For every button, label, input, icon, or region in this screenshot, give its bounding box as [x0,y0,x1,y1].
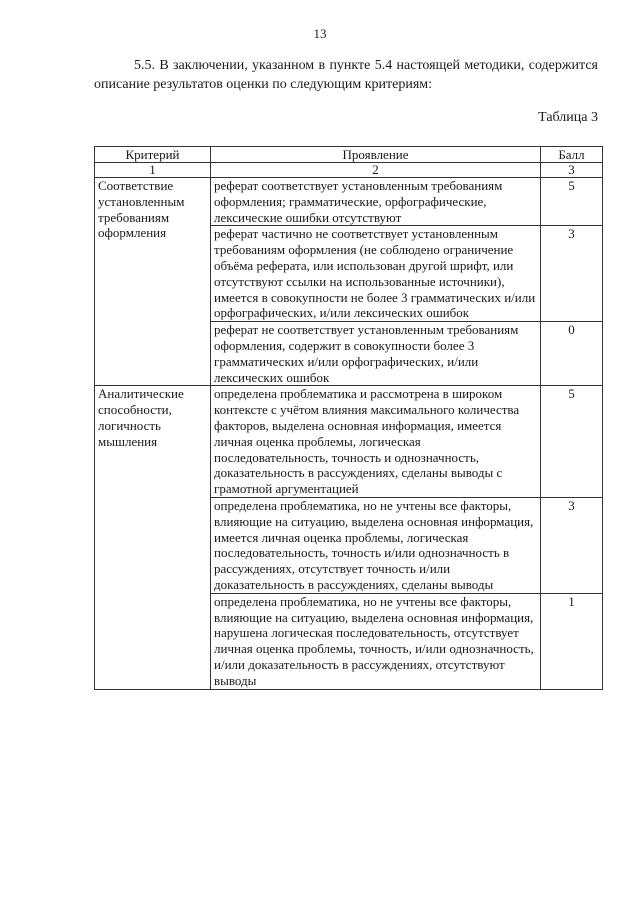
manifestation-cell: реферат не соответствует установленным требованиям оформления, содержит в совокупности более 3 грамматических и/или орфографических, и/или лексических ошибок [211,322,541,386]
score-cell: 3 [541,226,603,322]
table-caption: Таблица 3 [538,110,598,125]
header-criterion: Критерий [95,147,211,163]
column-number-row [95,163,603,178]
manifestation-cell: определена проблематика и рассмотрена в широком контексте с учётом влияния максимального количества факторов, выделена основная информация, имеется личная оценка проблемы, логическая последовательность, точность и однозначность, доказательность в рассуждениях, сделаны выводы с грамотной аргументацией [211,386,541,498]
column-number-3: 3 [541,163,603,178]
manifestation-cell: реферат соответствует установленным требованиям оформления; грамматические, орфографические, лексические ошибки отсутствуют [211,178,541,226]
criterion-formatting: Соответствие установленным требованиям оформления [95,178,211,386]
score-cell: 3 [541,497,603,593]
column-number-2: 2 [211,163,541,178]
score-cell: 1 [541,593,603,689]
criterion-analytical: Аналитические способности, логичность мышления [95,386,211,689]
score-cell: 5 [541,386,603,498]
header-score: Балл [541,147,603,163]
table-row [95,178,603,226]
header-manifestation: Проявление [211,147,541,163]
score-cell: 5 [541,178,603,226]
manifestation-cell: определена проблематика, но не учтены все факторы, влияющие на ситуацию, выделена основная информация, нарушена логическая последовательность, отсутствует личная оценка проблемы, точность, и/или однозначность, и/или доказательность в рассуждениях, отсутствуют выводы [211,593,541,689]
criteria-table [94,146,603,690]
table-row [95,386,603,498]
page-number: 13 [313,26,327,41]
manifestation-cell: определена проблематика, но не учтены все факторы, влияющие на ситуацию, выделена основная информация, имеется личная оценка проблемы, логическая последовательность, точность и/или однозначность в рассуждениях, отсутствует точность и/или доказательность в рассуждениях, сделаны выводы [211,497,541,593]
manifestation-cell: реферат частично не соответствует установленным требованиям оформления (не соблюдено ограничение объёма реферата, или использован другой шрифт, или отсутствуют ссылки на использованные источники), имеется в совокупности не более 3 грамматических и/или орфографических, и/или лексических ошибок [211,226,541,322]
table-header-row [95,147,603,163]
score-cell: 0 [541,322,603,386]
intro-paragraph: 5.5. В заключении, указанном в пункте 5.4 настоящей методики, содержится описание результатов оценки по следующим критериям: [94,58,598,92]
column-number-1: 1 [95,163,211,178]
